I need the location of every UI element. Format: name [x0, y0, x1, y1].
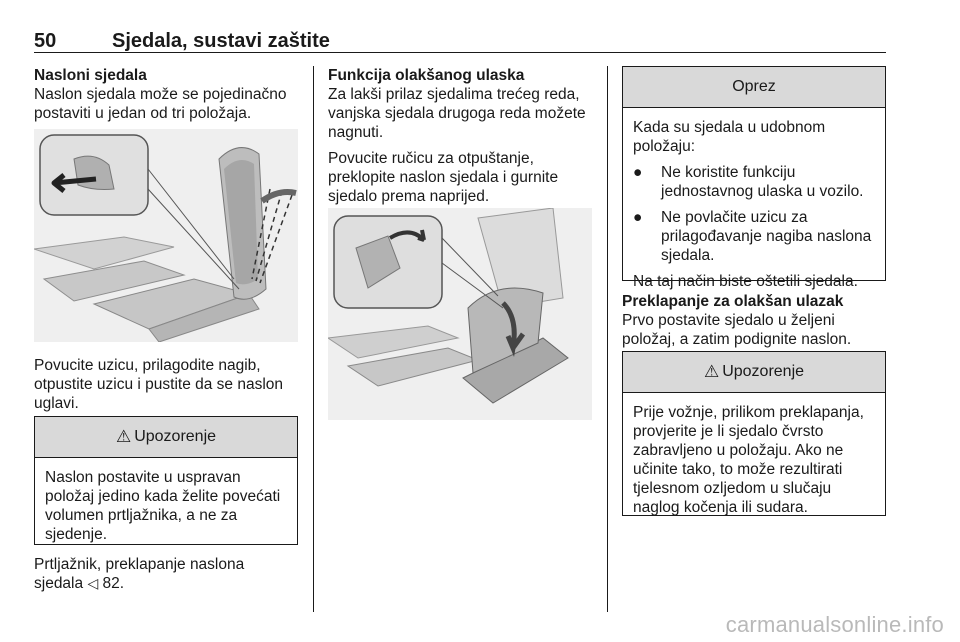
- text-line: provjerite je li sjedalo čvrsto: [633, 423, 824, 440]
- bullet-item: [633, 163, 875, 201]
- text-line: vanjska sjedala drugoga reda možete: [328, 105, 586, 122]
- bullet-item: [633, 208, 875, 265]
- text-line: volumen prtljažnika, a ne za: [45, 507, 238, 524]
- bullet-icon: ●: [633, 209, 643, 226]
- text-line: Naslon sjedala može se pojedinačno: [34, 86, 287, 103]
- warning-title: Upozorenje: [134, 428, 217, 445]
- text-line: preklopite naslon sjedala i gurnite: [328, 169, 559, 186]
- text-line: sjedala.: [661, 247, 715, 264]
- left-column-reference: [34, 555, 304, 593]
- text-line: Prvo postavite sjedalo u željeni: [622, 312, 835, 329]
- text-line: tjelesnom ozljedom u slučaju: [633, 480, 832, 497]
- caution-title: Oprez: [732, 78, 776, 95]
- warning-header: [623, 352, 885, 393]
- text-line: položaj, a zatim podignite naslon.: [622, 331, 852, 348]
- warning-triangle-icon: ⚠: [703, 362, 720, 381]
- text-line: sjedalo prema naprijed.: [328, 188, 490, 205]
- text-line: otpustite uzicu i pustite da se naslon: [34, 376, 284, 393]
- text-line: jednostavnog ulaska u vozilo.: [661, 183, 864, 200]
- watermark: carmanualsonline.info: [725, 612, 944, 637]
- text-line: Na taj način biste oštetili sjedala.: [633, 273, 858, 290]
- text-line: Ne koristite funkciju: [661, 164, 796, 181]
- page-header: [34, 30, 886, 54]
- text-line: prilagođavanje nagiba naslona: [661, 228, 872, 245]
- text-line: naglog kočenja ili sudara.: [633, 499, 808, 516]
- text-line: Ne povlačite uzicu za: [661, 209, 808, 226]
- text-line: Za lakši prilaz sjedalima trećeg reda,: [328, 86, 580, 103]
- page-number: 50: [34, 30, 57, 52]
- warning-triangle-icon: ⚠: [115, 427, 132, 446]
- middle-column-text: [328, 66, 600, 213]
- text-line: uglavi.: [34, 395, 79, 412]
- left-column-top: [34, 66, 304, 130]
- text-line: položaj jedino kada želite povećati: [45, 488, 281, 505]
- warning-title: Upozorenje: [722, 363, 805, 380]
- page-title: Sjedala, sustavi zaštite: [112, 30, 330, 52]
- easy-entry-illustration: [328, 208, 592, 420]
- reference-text: sjedala: [34, 575, 84, 592]
- seatback-adjust-illustration: [34, 129, 298, 342]
- bullet-icon: ●: [633, 164, 643, 181]
- warning-box: [34, 416, 298, 545]
- header-divider: [34, 52, 886, 53]
- text-line: Povucite uzicu, prilagodite nagib,: [34, 357, 261, 374]
- column-divider-right: [607, 66, 608, 612]
- text-line: nagnuti.: [328, 124, 384, 141]
- caution-body: [623, 108, 885, 299]
- text-line: Kada su sjedala u udobnom: [633, 119, 826, 136]
- text-line: Povucite ručicu za otpuštanje,: [328, 150, 534, 167]
- warning-header: [35, 417, 297, 458]
- caution-header: [623, 67, 885, 108]
- warning-body: [623, 393, 885, 525]
- warning-box: [622, 351, 886, 516]
- page-reference-icon: ◁: [87, 575, 99, 591]
- section-heading: Preklapanje za olakšan ulazak: [622, 293, 844, 310]
- column-divider-left: [313, 66, 314, 612]
- text-line: Naslon postavite u uspravan: [45, 469, 241, 486]
- section-heading: Nasloni sjedala: [34, 67, 147, 84]
- text-line: zabravljeno u položaju. Ako ne: [633, 442, 844, 459]
- left-column-mid: [34, 356, 304, 420]
- text-line: položaju:: [633, 138, 696, 155]
- text-line: učinite tako, to može rezultirati: [633, 461, 843, 478]
- reference-text: Prtljažnik, preklapanje naslona: [34, 556, 245, 573]
- section-heading: Funkcija olakšanog ulaska: [328, 67, 525, 84]
- text-line: Prije vožnje, prilikom preklapanja,: [633, 404, 864, 421]
- warning-body: [35, 458, 297, 552]
- reference-page-link[interactable]: 82.: [102, 575, 125, 592]
- text-line: sjedenje.: [45, 526, 108, 543]
- caution-box: [622, 66, 886, 290]
- text-line: postaviti u jedan od tri položaja.: [34, 105, 252, 122]
- right-column-text: [622, 292, 892, 349]
